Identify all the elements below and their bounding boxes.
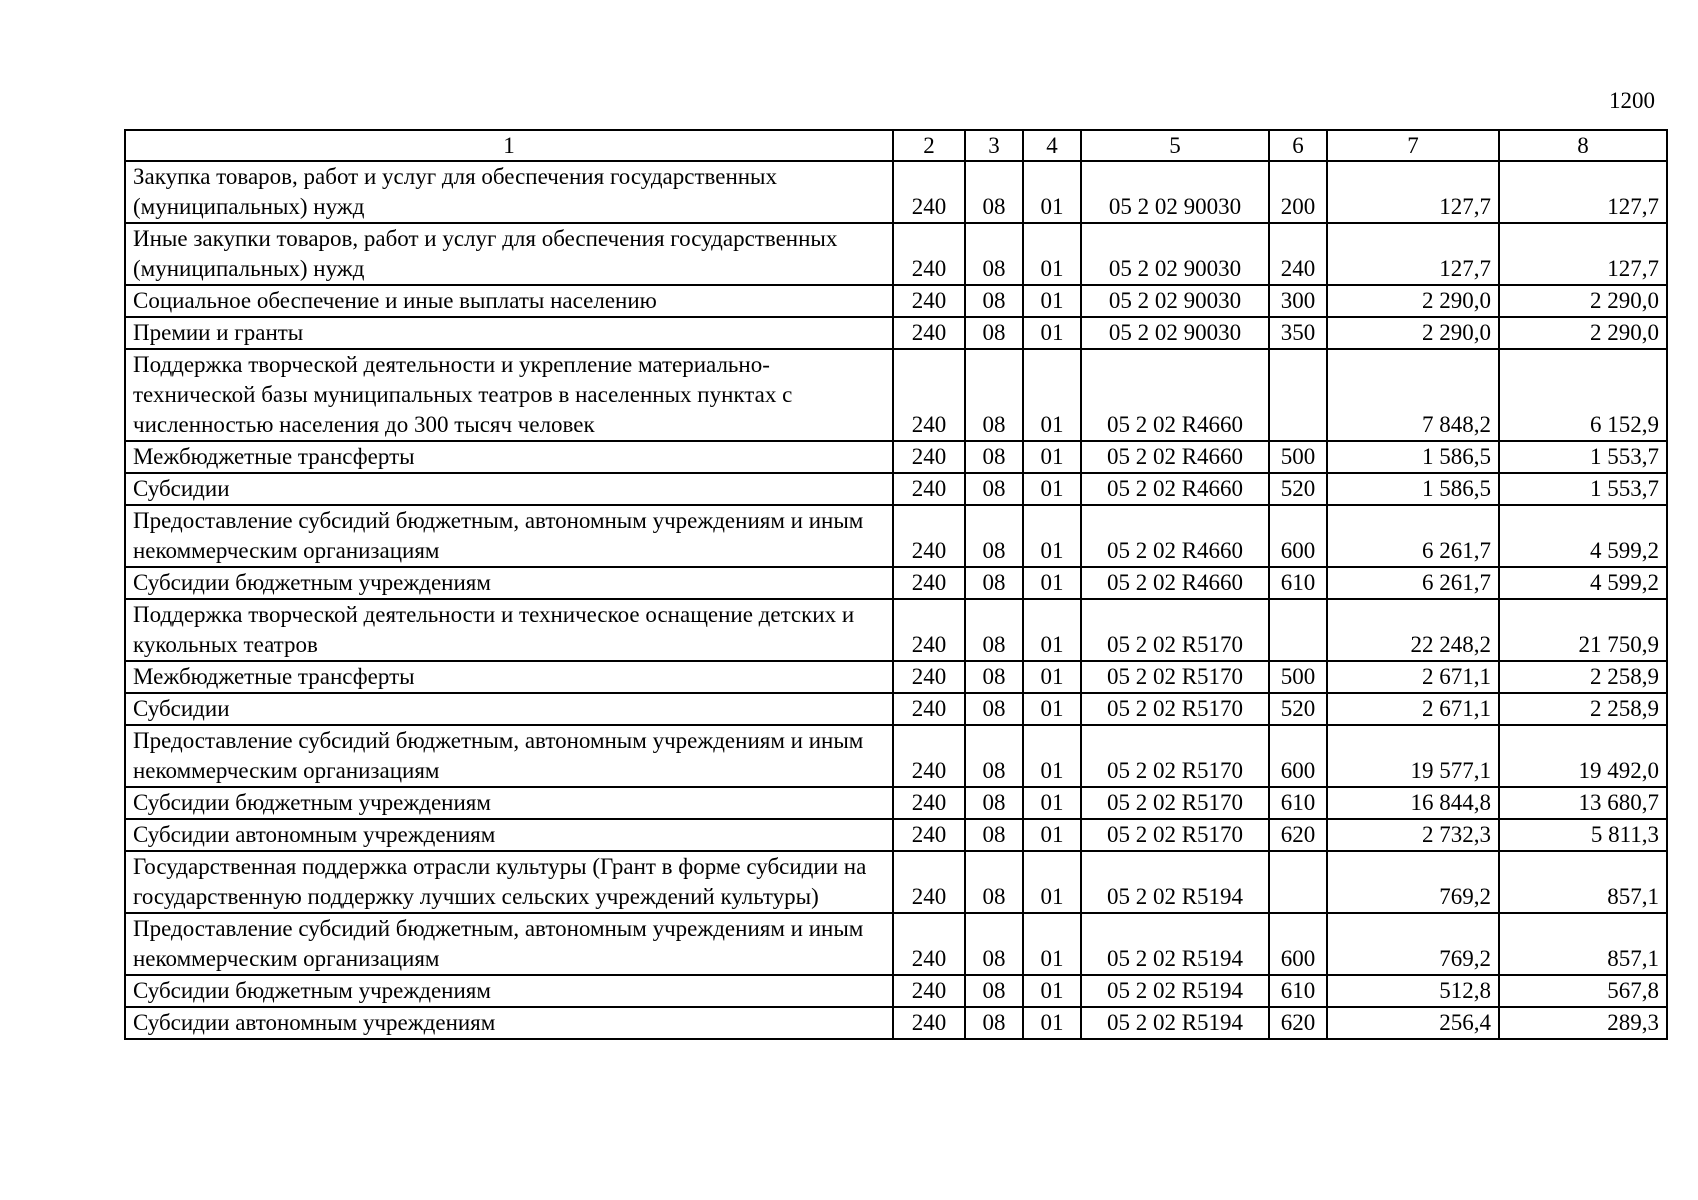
cell-col-6: 600 <box>1269 725 1327 787</box>
table-row <box>125 599 1667 661</box>
table-row <box>125 505 1667 567</box>
table-row <box>125 913 1667 975</box>
cell-col-8: 4 599,2 <box>1499 505 1667 567</box>
table-row <box>125 1007 1667 1039</box>
cell-col-7: 2 671,1 <box>1327 661 1499 693</box>
cell-col-8: 127,7 <box>1499 161 1667 223</box>
cell-col-3: 08 <box>965 913 1023 975</box>
cell-col-2: 240 <box>893 567 965 599</box>
cell-col-4: 01 <box>1023 1007 1081 1039</box>
cell-col-5: 05 2 02 R5170 <box>1081 599 1269 661</box>
cell-col-2: 240 <box>893 693 965 725</box>
cell-col-2: 240 <box>893 349 965 441</box>
table-row <box>125 317 1667 349</box>
header-col-3: 3 <box>965 130 1023 161</box>
header-col-8: 8 <box>1499 130 1667 161</box>
row-name: Межбюджетные трансферты <box>125 661 893 693</box>
cell-col-3: 08 <box>965 787 1023 819</box>
table-row <box>125 787 1667 819</box>
cell-col-6 <box>1269 851 1327 913</box>
cell-col-5: 05 2 02 90030 <box>1081 223 1269 285</box>
cell-col-8: 289,3 <box>1499 1007 1667 1039</box>
cell-col-4: 01 <box>1023 693 1081 725</box>
cell-col-8: 1 553,7 <box>1499 473 1667 505</box>
cell-col-2: 240 <box>893 441 965 473</box>
cell-col-7: 1 586,5 <box>1327 441 1499 473</box>
table-header-row <box>125 130 1667 161</box>
table-row <box>125 851 1667 913</box>
row-name: Субсидии автономным учреждениям <box>125 819 893 851</box>
cell-col-5: 05 2 02 R5170 <box>1081 819 1269 851</box>
header-col-6: 6 <box>1269 130 1327 161</box>
table-row <box>125 473 1667 505</box>
cell-col-7: 22 248,2 <box>1327 599 1499 661</box>
cell-col-7: 2 732,3 <box>1327 819 1499 851</box>
cell-col-4: 01 <box>1023 661 1081 693</box>
cell-col-3: 08 <box>965 851 1023 913</box>
header-col-1: 1 <box>125 130 893 161</box>
row-name: Поддержка творческой деятельности и укрепление материально-технической базы муниципальных театров в населенных пунктах с численностью населения до 300 тысяч человек <box>125 349 893 441</box>
row-name: Закупка товаров, работ и услуг для обеспечения государственных (муниципальных) нужд <box>125 161 893 223</box>
cell-col-3: 08 <box>965 441 1023 473</box>
table-row <box>125 819 1667 851</box>
table-row <box>125 285 1667 317</box>
cell-col-8: 4 599,2 <box>1499 567 1667 599</box>
cell-col-3: 08 <box>965 473 1023 505</box>
table-row <box>125 693 1667 725</box>
cell-col-3: 08 <box>965 661 1023 693</box>
cell-col-5: 05 2 02 R4660 <box>1081 441 1269 473</box>
header-col-5: 5 <box>1081 130 1269 161</box>
table-row <box>125 567 1667 599</box>
cell-col-3: 08 <box>965 285 1023 317</box>
cell-col-5: 05 2 02 R5194 <box>1081 851 1269 913</box>
row-name: Премии и гранты <box>125 317 893 349</box>
cell-col-5: 05 2 02 R5194 <box>1081 1007 1269 1039</box>
cell-col-3: 08 <box>965 1007 1023 1039</box>
cell-col-2: 240 <box>893 223 965 285</box>
cell-col-6: 620 <box>1269 819 1327 851</box>
cell-col-8: 13 680,7 <box>1499 787 1667 819</box>
page-number: 1200 <box>1609 88 1655 113</box>
cell-col-4: 01 <box>1023 317 1081 349</box>
cell-col-6: 500 <box>1269 441 1327 473</box>
cell-col-3: 08 <box>965 223 1023 285</box>
cell-col-5: 05 2 02 R4660 <box>1081 349 1269 441</box>
row-name: Иные закупки товаров, работ и услуг для обеспечения государственных (муниципальных) нужд <box>125 223 893 285</box>
cell-col-6: 350 <box>1269 317 1327 349</box>
cell-col-5: 05 2 02 90030 <box>1081 285 1269 317</box>
cell-col-6: 520 <box>1269 693 1327 725</box>
cell-col-2: 240 <box>893 819 965 851</box>
cell-col-3: 08 <box>965 725 1023 787</box>
cell-col-8: 19 492,0 <box>1499 725 1667 787</box>
cell-col-6: 300 <box>1269 285 1327 317</box>
cell-col-6: 240 <box>1269 223 1327 285</box>
cell-col-4: 01 <box>1023 725 1081 787</box>
cell-col-7: 6 261,7 <box>1327 505 1499 567</box>
table-row <box>125 661 1667 693</box>
cell-col-4: 01 <box>1023 819 1081 851</box>
row-name: Субсидии <box>125 473 893 505</box>
header-col-2: 2 <box>893 130 965 161</box>
cell-col-7: 16 844,8 <box>1327 787 1499 819</box>
cell-col-7: 769,2 <box>1327 851 1499 913</box>
cell-col-6: 520 <box>1269 473 1327 505</box>
cell-col-4: 01 <box>1023 285 1081 317</box>
cell-col-6 <box>1269 349 1327 441</box>
cell-col-5: 05 2 02 R5194 <box>1081 913 1269 975</box>
row-name: Субсидии автономным учреждениям <box>125 1007 893 1039</box>
cell-col-2: 240 <box>893 505 965 567</box>
cell-col-5: 05 2 02 R4660 <box>1081 473 1269 505</box>
cell-col-5: 05 2 02 R5170 <box>1081 725 1269 787</box>
cell-col-7: 2 290,0 <box>1327 317 1499 349</box>
table-body <box>125 161 1667 1039</box>
row-name: Предоставление субсидий бюджетным, автономным учреждениям и иным некоммерческим организациям <box>125 725 893 787</box>
cell-col-4: 01 <box>1023 975 1081 1007</box>
cell-col-6: 610 <box>1269 567 1327 599</box>
cell-col-8: 1 553,7 <box>1499 441 1667 473</box>
cell-col-7: 769,2 <box>1327 913 1499 975</box>
cell-col-4: 01 <box>1023 567 1081 599</box>
cell-col-2: 240 <box>893 285 965 317</box>
cell-col-5: 05 2 02 R5194 <box>1081 975 1269 1007</box>
cell-col-8: 567,8 <box>1499 975 1667 1007</box>
cell-col-6: 600 <box>1269 505 1327 567</box>
row-name: Субсидии бюджетным учреждениям <box>125 787 893 819</box>
cell-col-4: 01 <box>1023 851 1081 913</box>
cell-col-7: 1 586,5 <box>1327 473 1499 505</box>
cell-col-6: 610 <box>1269 975 1327 1007</box>
table-row <box>125 161 1667 223</box>
row-name: Предоставление субсидий бюджетным, автономным учреждениям и иным некоммерческим организациям <box>125 505 893 567</box>
cell-col-7: 7 848,2 <box>1327 349 1499 441</box>
row-name: Социальное обеспечение и иные выплаты населению <box>125 285 893 317</box>
row-name: Предоставление субсидий бюджетным, автономным учреждениям и иным некоммерческим организациям <box>125 913 893 975</box>
row-name: Поддержка творческой деятельности и техническое оснащение детских и кукольных театров <box>125 599 893 661</box>
cell-col-3: 08 <box>965 567 1023 599</box>
cell-col-7: 2 290,0 <box>1327 285 1499 317</box>
cell-col-5: 05 2 02 R5170 <box>1081 661 1269 693</box>
table-row <box>125 975 1667 1007</box>
cell-col-8: 2 290,0 <box>1499 285 1667 317</box>
cell-col-4: 01 <box>1023 913 1081 975</box>
cell-col-5: 05 2 02 R4660 <box>1081 567 1269 599</box>
cell-col-4: 01 <box>1023 787 1081 819</box>
cell-col-4: 01 <box>1023 349 1081 441</box>
cell-col-4: 01 <box>1023 161 1081 223</box>
row-name: Субсидии <box>125 693 893 725</box>
cell-col-4: 01 <box>1023 505 1081 567</box>
cell-col-7: 127,7 <box>1327 223 1499 285</box>
cell-col-5: 05 2 02 90030 <box>1081 161 1269 223</box>
cell-col-3: 08 <box>965 599 1023 661</box>
cell-col-5: 05 2 02 90030 <box>1081 317 1269 349</box>
cell-col-2: 240 <box>893 161 965 223</box>
budget-table <box>124 129 1668 1040</box>
cell-col-7: 512,8 <box>1327 975 1499 1007</box>
cell-col-7: 256,4 <box>1327 1007 1499 1039</box>
row-name: Субсидии бюджетным учреждениям <box>125 567 893 599</box>
cell-col-6 <box>1269 599 1327 661</box>
cell-col-5: 05 2 02 R5170 <box>1081 787 1269 819</box>
cell-col-7: 127,7 <box>1327 161 1499 223</box>
cell-col-8: 857,1 <box>1499 851 1667 913</box>
row-name: Государственная поддержка отрасли культуры (Грант в форме субсидии на государственную поддержку лучших сельских учреждений культуры) <box>125 851 893 913</box>
cell-col-6: 620 <box>1269 1007 1327 1039</box>
table-row <box>125 223 1667 285</box>
row-name: Субсидии бюджетным учреждениям <box>125 975 893 1007</box>
cell-col-5: 05 2 02 R4660 <box>1081 505 1269 567</box>
cell-col-4: 01 <box>1023 223 1081 285</box>
cell-col-8: 21 750,9 <box>1499 599 1667 661</box>
cell-col-4: 01 <box>1023 441 1081 473</box>
cell-col-4: 01 <box>1023 473 1081 505</box>
cell-col-7: 2 671,1 <box>1327 693 1499 725</box>
cell-col-8: 5 811,3 <box>1499 819 1667 851</box>
cell-col-2: 240 <box>893 725 965 787</box>
cell-col-6: 600 <box>1269 913 1327 975</box>
cell-col-8: 127,7 <box>1499 223 1667 285</box>
cell-col-6: 610 <box>1269 787 1327 819</box>
cell-col-3: 08 <box>965 975 1023 1007</box>
cell-col-8: 2 290,0 <box>1499 317 1667 349</box>
cell-col-2: 240 <box>893 1007 965 1039</box>
cell-col-6: 200 <box>1269 161 1327 223</box>
header-col-4: 4 <box>1023 130 1081 161</box>
cell-col-4: 01 <box>1023 599 1081 661</box>
cell-col-2: 240 <box>893 913 965 975</box>
cell-col-3: 08 <box>965 819 1023 851</box>
cell-col-7: 6 261,7 <box>1327 567 1499 599</box>
cell-col-2: 240 <box>893 317 965 349</box>
cell-col-3: 08 <box>965 161 1023 223</box>
cell-col-2: 240 <box>893 975 965 1007</box>
table-row <box>125 349 1667 441</box>
cell-col-8: 2 258,9 <box>1499 661 1667 693</box>
cell-col-2: 240 <box>893 851 965 913</box>
cell-col-6: 500 <box>1269 661 1327 693</box>
cell-col-2: 240 <box>893 661 965 693</box>
header-col-7: 7 <box>1327 130 1499 161</box>
cell-col-2: 240 <box>893 599 965 661</box>
cell-col-8: 6 152,9 <box>1499 349 1667 441</box>
cell-col-3: 08 <box>965 317 1023 349</box>
cell-col-3: 08 <box>965 505 1023 567</box>
cell-col-5: 05 2 02 R5170 <box>1081 693 1269 725</box>
table-row <box>125 441 1667 473</box>
table-row <box>125 725 1667 787</box>
cell-col-7: 19 577,1 <box>1327 725 1499 787</box>
cell-col-2: 240 <box>893 787 965 819</box>
cell-col-3: 08 <box>965 349 1023 441</box>
row-name: Межбюджетные трансферты <box>125 441 893 473</box>
cell-col-8: 2 258,9 <box>1499 693 1667 725</box>
cell-col-3: 08 <box>965 693 1023 725</box>
cell-col-8: 857,1 <box>1499 913 1667 975</box>
cell-col-2: 240 <box>893 473 965 505</box>
